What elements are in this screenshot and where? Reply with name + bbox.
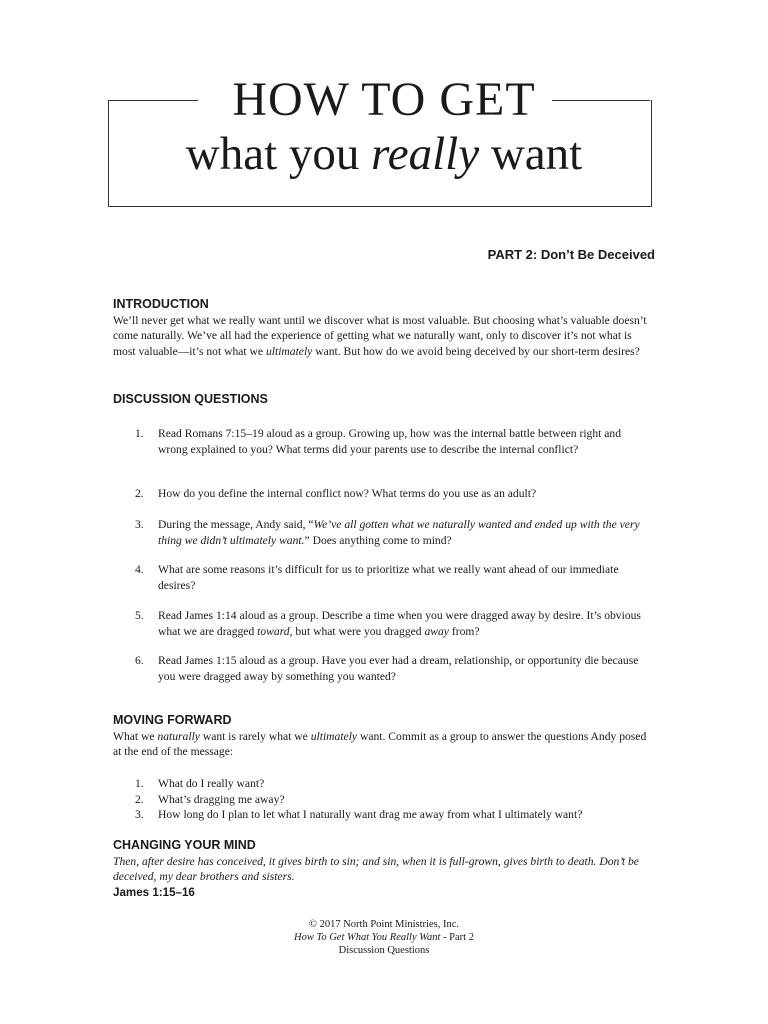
moving-forward-list [113, 776, 653, 823]
introduction-text [113, 313, 653, 360]
question-emphasis-1: toward, [257, 624, 293, 638]
discussion-question-5 [113, 608, 653, 639]
moving-emphasis-1: naturally [157, 729, 200, 743]
moving-forward-section [113, 713, 653, 760]
scripture-reference [113, 885, 653, 901]
question-text-mid: but what were you dragged [292, 624, 425, 638]
question-number: 3. [135, 518, 144, 531]
part-subtitle: PART 2: Don’t Be Deceived [487, 247, 655, 262]
discussion-question-2 [113, 486, 653, 502]
title-line-2-emphasis: really [371, 128, 480, 180]
moving-text-1: What we [113, 729, 158, 743]
footer-series [0, 931, 768, 944]
footer-copyright: © 2017 North Point Ministries, Inc. [308, 919, 459, 930]
footer-doc-type: Discussion Questions [338, 945, 430, 956]
item-text: What do I really want? [158, 777, 265, 790]
question-number: 6. [135, 654, 144, 667]
moving-text-2: want is rarely what we [199, 729, 311, 743]
discussion-list [113, 426, 653, 457]
discussion-list [113, 653, 653, 684]
title-line-1: HOW TO GET [232, 73, 536, 126]
moving-forward-text [113, 729, 653, 760]
title-line-2-post: want [479, 128, 583, 180]
introduction-section [113, 297, 653, 359]
footer-series-title: How To Get What You Really Want [294, 932, 441, 943]
item-number: 1. [135, 777, 144, 790]
item-number: 2. [135, 792, 144, 806]
moving-text-3: want. Commit as a group to answer the questions Andy posed at the end of the message: [113, 729, 647, 759]
scripture-quote [113, 854, 653, 885]
question-number: 5. [135, 609, 144, 622]
scripture-quote-text: Then, after desire has conceived, it gives birth to sin; and sin, when it is full-grown, gives birth to death. Don’t be deceived, my dear brothers and sisters. [113, 854, 639, 884]
introduction-heading: INTRODUCTION [113, 297, 209, 311]
item-text: What’s dragging me away? [158, 792, 285, 806]
question-text-post: from? [448, 624, 480, 638]
question-text: What are some reasons it’s difficult for us to prioritize what we really want ahead of our immediate desires? [158, 563, 619, 592]
question-text-pre: Read James 1:14 aloud as a group. Describe a time when you were dragged away by desire. It’s obvious what we are dragged [158, 609, 641, 638]
discussion-list [113, 562, 653, 593]
discussion-list [113, 486, 653, 502]
question-text-pre: During the message, Andy said, “ [158, 518, 314, 531]
question-number: 1. [135, 427, 144, 440]
discussion-list [113, 608, 653, 639]
question-text: How do you define the internal conflict now? What terms do you use as an adult? [158, 487, 537, 500]
introduction-text-emphasis: ultimately [265, 344, 313, 358]
question-emphasis-2: away [424, 624, 449, 638]
introduction-text-2: want. But how do we avoid being deceived by our short-term desires? [312, 344, 640, 358]
moving-forward-item-2 [113, 792, 653, 808]
question-text-post: ” Does anything come to mind? [304, 533, 452, 547]
discussion-question-4 [113, 562, 653, 593]
title-line-2-pre: what you [185, 128, 372, 180]
moving-emphasis-2: ultimately [310, 729, 358, 743]
question-text: Read Romans 7:15–19 aloud as a group. Growing up, how was the internal battle between right and wrong explained to you? What terms did your parents use to describe the internal conflict? [158, 427, 622, 456]
discussion-question-6 [113, 653, 653, 684]
introduction-text-1: We’ll never get what we really want until we discover what is most valuable. But choosing what’s valuable doesn’t come naturally. We’ve all had the experience of getting what we naturally want, only to discover it’s not what is most valuable—it’s not what we [113, 313, 647, 358]
question-number: 2. [135, 487, 144, 500]
discussion-section [113, 392, 653, 408]
moving-forward-heading: MOVING FORWARD [113, 713, 232, 727]
changing-mind-heading: CHANGING YOUR MIND [113, 838, 256, 852]
discussion-list [113, 517, 653, 548]
scripture-reference-text: James 1:15–16 [113, 885, 195, 899]
moving-forward-item-1 [113, 776, 653, 792]
item-text: How long do I plan to let what I naturally want drag me away from what I ultimately want? [158, 808, 583, 822]
item-number: 3. [135, 808, 144, 822]
discussion-question-1 [113, 426, 653, 457]
moving-forward-item-3 [113, 807, 653, 823]
question-text: Read James 1:15 aloud as a group. Have you ever had a dream, relationship, or opportunity die because you were dragged away by something you wanted? [158, 654, 639, 683]
footer [0, 918, 768, 957]
changing-mind-section [113, 838, 653, 900]
discussion-question-3 [113, 517, 653, 548]
question-number: 4. [135, 563, 144, 576]
question-quote: We’ve all gotten what we naturally wanted and ended up with the very thing we didn’t ultimately want. [158, 518, 640, 547]
title-line-2 [0, 127, 768, 181]
footer-series-part: - Part 2 [440, 932, 474, 943]
discussion-heading: DISCUSSION QUESTIONS [113, 392, 268, 406]
